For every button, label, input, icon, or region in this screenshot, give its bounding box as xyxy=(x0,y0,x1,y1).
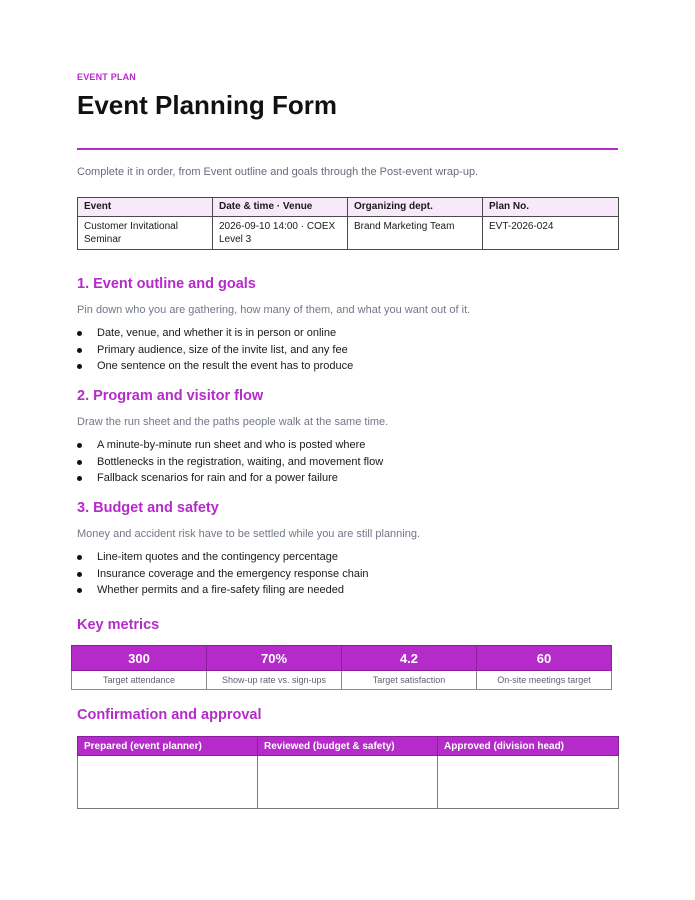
signature-box-approved[interactable] xyxy=(438,756,619,809)
section-heading-program: 2. Program and visitor flow xyxy=(77,388,264,404)
section-heading-budget: 3. Budget and safety xyxy=(77,500,219,516)
table-header-cell: Organizing dept. xyxy=(348,198,483,217)
bullet-icon xyxy=(77,460,82,465)
section-heading-approval: Confirmation and approval xyxy=(77,707,262,723)
list-item xyxy=(77,454,383,471)
metric-value: 70% xyxy=(207,646,342,671)
title-divider xyxy=(77,148,618,150)
bullet-list xyxy=(77,437,383,487)
list-item-text: Fallback scenarios for rain and for a power failure xyxy=(97,472,338,484)
key-metrics-table xyxy=(71,645,612,690)
metric-value: 60 xyxy=(477,646,612,671)
list-item xyxy=(77,566,369,583)
document-eyebrow: EVENT PLAN xyxy=(77,72,137,82)
table-header-cell: Plan No. xyxy=(483,198,619,217)
approval-header-prepared: Prepared (event planner) xyxy=(78,737,258,756)
list-item xyxy=(77,437,383,454)
signature-box-prepared[interactable] xyxy=(78,756,258,809)
signature-row xyxy=(78,756,619,809)
list-item xyxy=(77,342,353,359)
table-header-row xyxy=(78,198,619,217)
metric-label: On-site meetings target xyxy=(477,671,612,690)
approval-header-row xyxy=(78,737,619,756)
list-item-text: Line-item quotes and the contingency percentage xyxy=(97,551,338,563)
approval-header-reviewed: Reviewed (budget & safety) xyxy=(258,737,438,756)
table-row xyxy=(78,217,619,250)
table-cell[interactable]: 2026-09-10 14:00 · COEX Level 3 xyxy=(213,217,348,250)
event-info-table xyxy=(77,197,619,250)
bullet-icon xyxy=(77,572,82,577)
metrics-label-row xyxy=(72,671,612,690)
bullet-icon xyxy=(77,331,82,336)
section-heading-outline: 1. Event outline and goals xyxy=(77,276,256,292)
table-cell[interactable]: Customer Invitational Seminar xyxy=(78,217,213,250)
bullet-list xyxy=(77,549,369,599)
page-title: Event Planning Form xyxy=(77,90,338,120)
table-cell[interactable]: Brand Marketing Team xyxy=(348,217,483,250)
metric-label: Target attendance xyxy=(72,671,207,690)
intro-text: Complete it in order, from Event outline and goals through the Post-event wrap-up. xyxy=(77,166,479,178)
list-item-text: Date, venue, and whether it is in person or online xyxy=(97,327,337,339)
section-subtitle: Pin down who you are gathering, how many of them, and what you want out of it. xyxy=(77,304,471,316)
section-subtitle: Draw the run sheet and the paths people walk at the same time. xyxy=(77,416,389,428)
list-item-text: Insurance coverage and the emergency response chain xyxy=(97,567,369,580)
signature-box-reviewed[interactable] xyxy=(258,756,438,809)
metric-label: Show-up rate vs. sign-ups xyxy=(207,671,342,690)
bullet-icon xyxy=(77,555,82,560)
list-item xyxy=(77,582,369,599)
bullet-list xyxy=(77,325,353,375)
list-item xyxy=(77,470,383,487)
list-item xyxy=(77,549,369,566)
list-item-text: Bottlenecks in the registration, waiting, and movement flow xyxy=(97,455,384,468)
metrics-value-row xyxy=(72,646,612,671)
section-subtitle: Money and accident risk have to be settled while you are still planning. xyxy=(77,528,421,540)
bullet-icon xyxy=(77,476,82,481)
list-item-text: Primary audience, size of the invite list, and any fee xyxy=(97,343,348,356)
list-item-text: Whether permits and a fire-safety filing are needed xyxy=(97,584,345,596)
metric-value: 4.2 xyxy=(342,646,477,671)
table-header-cell: Date & time · Venue xyxy=(213,198,348,217)
bullet-icon xyxy=(77,348,82,353)
bullet-icon xyxy=(77,588,82,593)
approval-table xyxy=(77,736,619,809)
bullet-icon xyxy=(77,443,82,448)
table-cell[interactable]: EVT-2026-024 xyxy=(483,217,619,250)
metric-value: 300 xyxy=(72,646,207,671)
list-item xyxy=(77,325,353,342)
section-heading-metrics: Key metrics xyxy=(77,617,160,633)
list-item xyxy=(77,358,353,375)
approval-header-approved: Approved (division head) xyxy=(438,737,619,756)
list-item-text: A minute-by-minute run sheet and who is posted where xyxy=(97,439,366,451)
bullet-icon xyxy=(77,364,82,369)
metric-label: Target satisfaction xyxy=(342,671,477,690)
table-header-cell: Event xyxy=(78,198,213,217)
list-item-text: One sentence on the result the event has to produce xyxy=(97,360,354,372)
